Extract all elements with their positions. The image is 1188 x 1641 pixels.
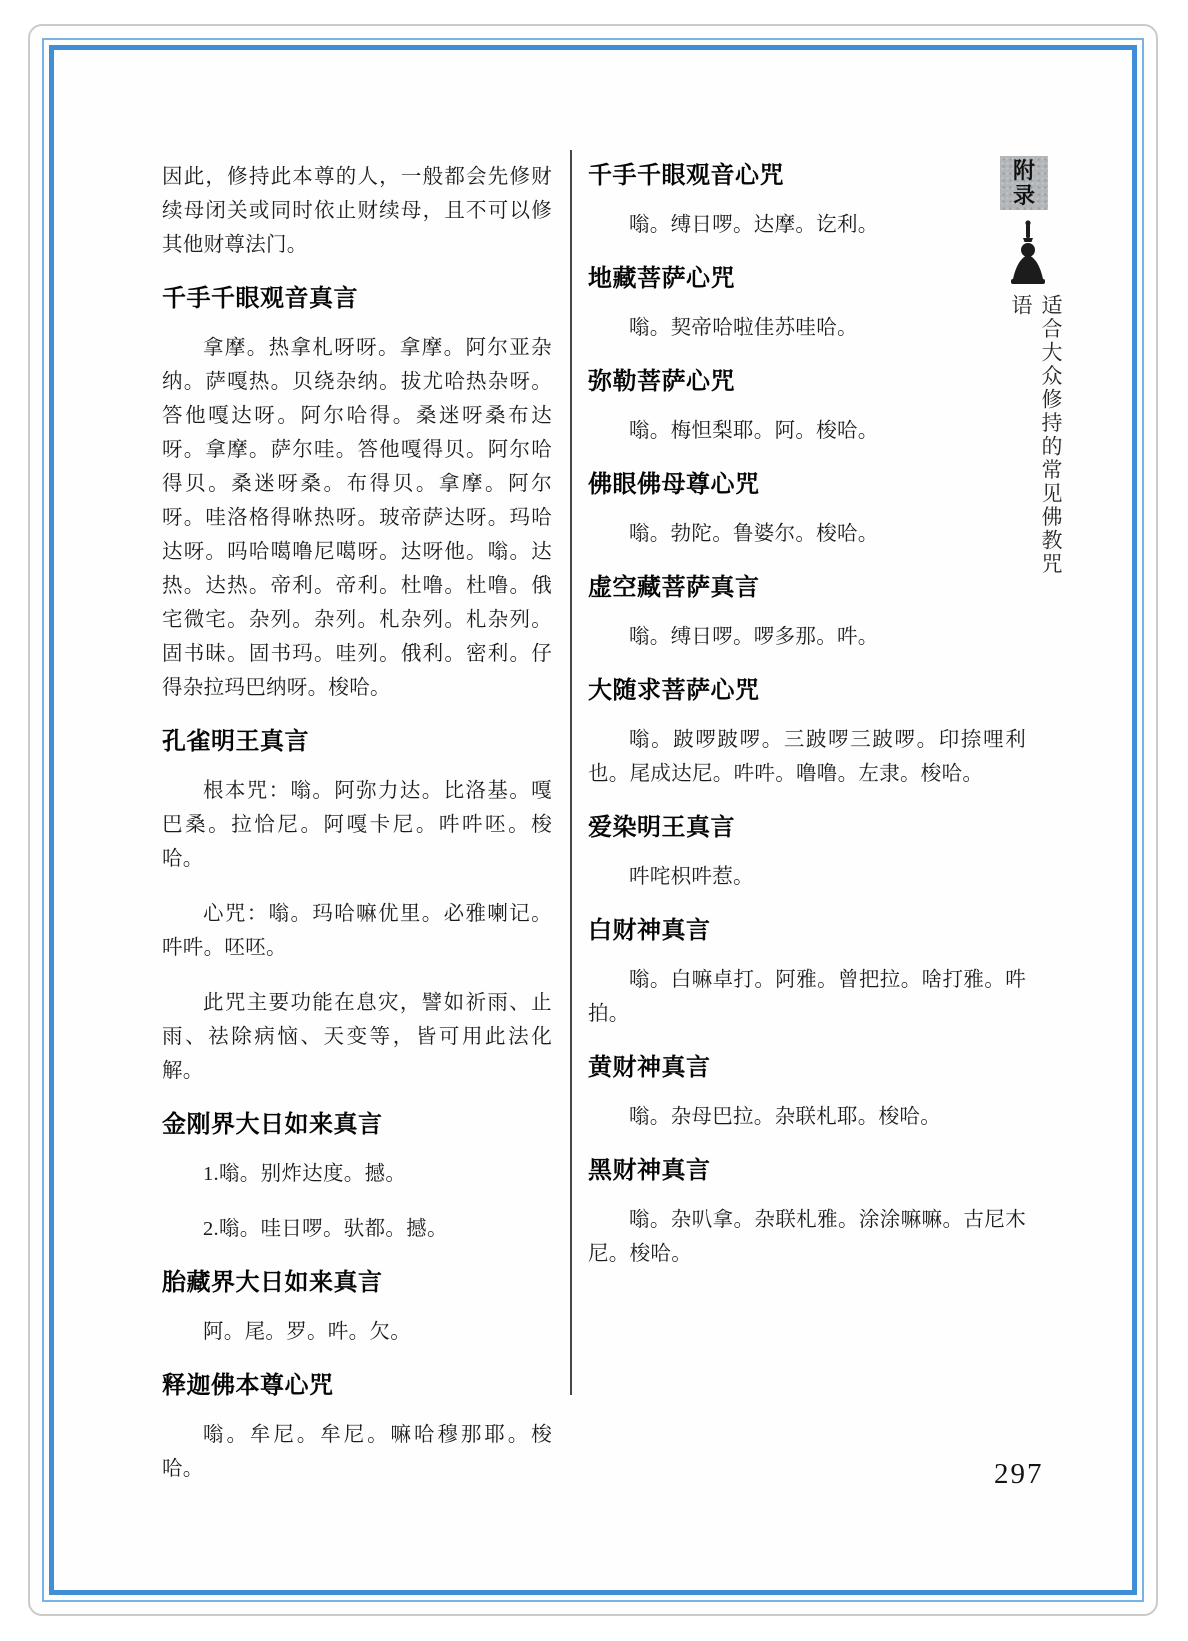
mantra-paragraph: 嗡。杂叭拿。杂联札雅。涂涂嘛嘛。古尼木尼。梭哈。 bbox=[588, 1209, 1026, 1265]
section-heading: 弥勒菩萨心咒 bbox=[588, 368, 735, 395]
section-heading: 大随求菩萨心咒 bbox=[588, 677, 760, 704]
section-heading: 释迦佛本尊心咒 bbox=[162, 1372, 334, 1399]
section-heading: 胎藏界大日如来真言 bbox=[162, 1269, 383, 1296]
section-heading: 孔雀明王真言 bbox=[162, 728, 309, 755]
mantra-paragraph: 嗡。梅怛梨耶。阿。梭哈。 bbox=[629, 420, 879, 442]
body-paragraph: 此咒主要功能在息灾，譬如祈雨、止雨、祛除病恼、天变等，皆可用此法化解。 bbox=[162, 992, 552, 1082]
mantra-paragraph: 嗡。缚日啰。啰多那。吽。 bbox=[629, 626, 879, 648]
appendix-tab-char: 录 bbox=[1012, 183, 1035, 208]
mantra-paragraph: 根本咒：嗡。阿弥力达。比洛基。嘎巴桑。拉恰尼。阿嘎卡尼。吽吽呸。梭哈。 bbox=[162, 780, 552, 870]
section-heading: 千手千眼观音真言 bbox=[162, 285, 358, 312]
section-heading: 白财神真言 bbox=[588, 917, 711, 944]
section-heading: 佛眼佛母尊心咒 bbox=[588, 471, 760, 498]
right-column bbox=[588, 160, 1026, 1292]
page-number: 297 bbox=[994, 1458, 1044, 1490]
section-heading: 爱染明王真言 bbox=[588, 814, 735, 841]
section-heading: 地藏菩萨心咒 bbox=[588, 265, 735, 292]
mantra-paragraph: 嗡。牟尼。牟尼。嘛哈穆那耶。梭哈。 bbox=[162, 1424, 552, 1480]
mantra-paragraph: 嗡。缚日啰。达摩。讫利。 bbox=[629, 214, 879, 236]
section-heading: 金刚界大日如来真言 bbox=[162, 1111, 383, 1138]
mantra-paragraph: 1.嗡。别炸达度。撼。 bbox=[203, 1163, 407, 1185]
column-divider bbox=[570, 150, 572, 1395]
mantra-paragraph: 嗡。勃陀。鲁婆尔。梭哈。 bbox=[629, 523, 879, 545]
section-heading: 黄财神真言 bbox=[588, 1054, 711, 1081]
body-paragraph: 因此，修持此本尊的人，一般都会先修财续母闭关或同时依止财续母，且不可以修其他财尊法门。 bbox=[162, 166, 552, 256]
appendix-tab bbox=[1000, 156, 1048, 210]
mantra-paragraph: 嗡。跛啰跛啰。三跛啰三跛啰。印捺哩利也。尾成达尼。吽吽。噜噜。左隶。梭哈。 bbox=[588, 729, 1026, 785]
mantra-paragraph: 心咒：嗡。玛哈嘛优里。必雅喇记。吽吽。呸呸。 bbox=[162, 903, 552, 959]
section-heading: 黑财神真言 bbox=[588, 1157, 711, 1184]
mantra-paragraph: 吽咤枳吽惹。 bbox=[629, 866, 754, 888]
mantra-paragraph: 嗡。契帝哈啦佳苏哇哈。 bbox=[629, 317, 858, 339]
appendix-tab-char: 附 bbox=[1012, 158, 1035, 183]
left-column bbox=[162, 160, 552, 1507]
buddha-statue-icon bbox=[1008, 220, 1048, 288]
mantra-paragraph: 拿摩。热拿札呀呀。拿摩。阿尔亚杂纳。萨嘎热。贝绕杂纳。拔尤哈热杂呀。答他嘎达呀。阿尔哈得。桑迷呀桑布达呀。拿摩。萨尔哇。答他嘎得贝。阿尔哈得贝。桑迷呀桑。布得贝。拿摩。阿尔呀。哇洛格得咻热呀。玻帝萨达呀。玛哈达呀。吗哈噶噜尼噶呀。达呀他。嗡。达热。达热。帝利。帝利。杜噜。杜噜。俄宅微宅。杂列。杂列。札杂列。札杂列。固书昧。固书玛。哇列。俄利。密利。仔得杂拉玛巴纳呀。梭哈。 bbox=[162, 337, 552, 699]
mantra-paragraph: 嗡。杂母巴拉。杂联札耶。梭哈。 bbox=[629, 1106, 941, 1128]
section-heading: 千手千眼观音心咒 bbox=[588, 162, 784, 189]
mantra-paragraph: 2.嗡。哇日啰。驮都。撼。 bbox=[203, 1218, 448, 1240]
mantra-paragraph: 阿。尾。罗。吽。欠。 bbox=[203, 1321, 411, 1343]
sidebar-caption: 适合大众修持的常见佛教咒语 bbox=[1009, 294, 1063, 576]
mantra-paragraph: 嗡。白嘛卓打。阿雅。曾把拉。啥打雅。吽拍。 bbox=[588, 969, 1026, 1025]
section-heading: 虚空藏菩萨真言 bbox=[588, 574, 760, 601]
